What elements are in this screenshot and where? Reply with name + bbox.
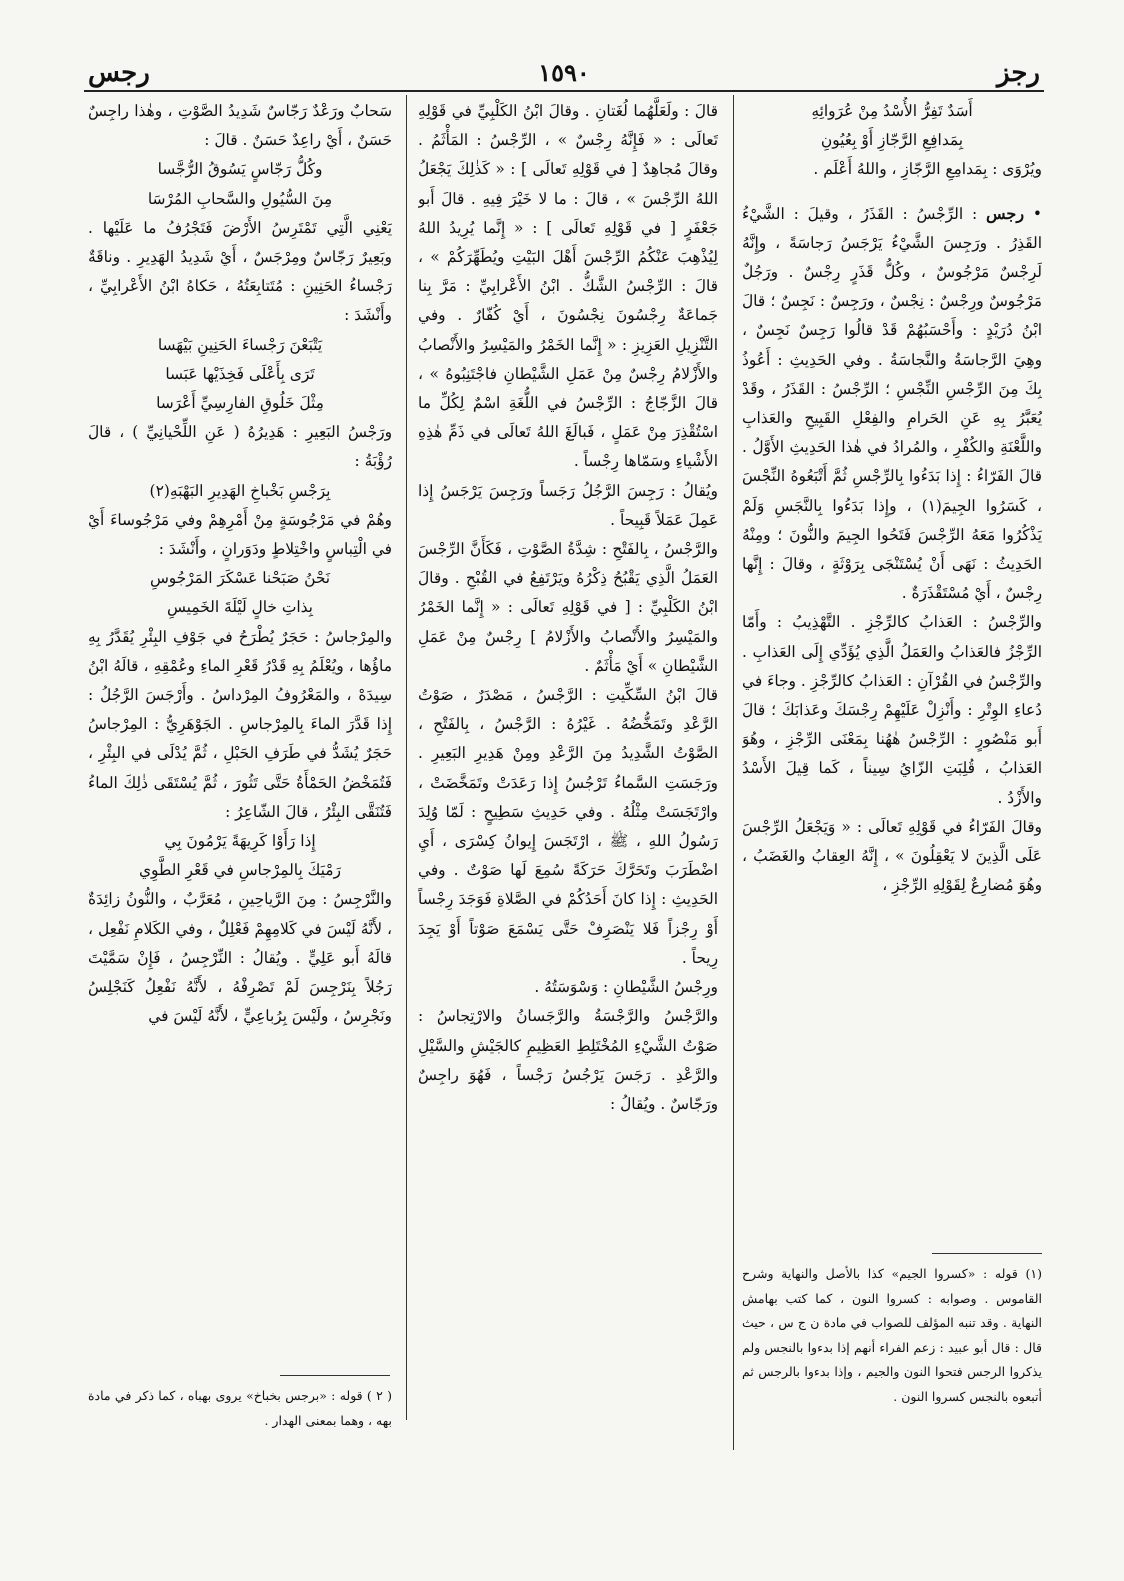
entry-text: : الرِّجْسُ : القَذَرُ ، وقيلَ : الشَّيْءُ القَذِرُ . ورَجِسَ الشَّيْءُ يَرْجَسُ رَجاسَةً ، وإِنَّهُ لَرِجْسٌ مَرْجُوسٌ ، وكُلُّ قَذَرٍ رِجْسٌ . ورَجُلٌ مَرْجُوسٌ ورِجْسٌ : نِجْسٌ ، ورَجِسٌ : نَجِسٌ ؛ قالَ ابْنُ دُرَيْدٍ : وأَحْسَبُهُمْ قَدْ قالُوا رَجِسٌ نَجِسٌ ، وهِيَ الرَّجاسَةُ والنَّجاسَةُ . وفي الحَدِيثِ : أَعُوذُ بِكَ مِنَ الرِّجْسِ النِّجْسِ ؛ الرِّجْسُ : القَذَرُ ، وقَدْ يُعَبَّرُ بِهِ عَنِ الحَرامِ والفِعْلِ القَبِيحِ والعَذابِ واللَّعْنَةِ والكُفْرِ ، والمُرادُ في هٰذا الحَدِيثِ الأَوَّلُ . قالَ الفَرّاءُ : إِذا بَدَءُوا بِالرِّجْسِ ثُمَّ أَتْبَعُوهُ النِّجْسَ ، كَسَرُوا الجِيمَ(١) ، وإِذا بَدَءُوا بِالنَّجَسِ وَلَمْ يَذْكُرُوا مَعَهُ الرِّجْسَ فَتَحُوا الجِيمَ والنُّونَ ؛ ومِنْهُ الحَدِيثُ : نَهَى أَنْ يُسْتَنْجَى بِرَوْثَةٍ ، وقالَ : إِنَّها رِجْسٌ ، أَيْ مُسْتَقْذَرَةٌ .	[742, 204, 1042, 603]
entry-paragraph: • رجس : الرِّجْسُ : القَذَرُ ، وقيلَ : الشَّيْءُ القَذِرُ . ورَجِسَ الشَّيْءُ يَرْجَسُ رَجاسَةً ، وإِنَّهُ لَرِجْسٌ مَرْجُوسٌ ، وكُلُّ قَذَرٍ رِجْسٌ . ورَجُلٌ مَرْجُوسٌ ورِجْسٌ : نِجْسٌ ، ورَجِسٌ : نَجِسٌ ؛ قالَ ابْنُ دُرَيْدٍ : وأَحْسَبُهُمْ قَدْ قالُوا رَجِسٌ نَجِسٌ ، وهِيَ الرَّجاسَةُ والنَّجاسَةُ . وفي الحَدِيثِ : أَعُوذُ بِكَ مِنَ الرِّجْسِ النِّجْسِ ؛ الرِّجْسُ : القَذَرُ ، وقَدْ يُعَبَّرُ بِهِ عَنِ الحَرامِ والفِعْلِ القَبِيحِ والعَذابِ واللَّعْنَةِ والكُفْرِ ، والمُرادُ في هٰذا الحَدِيثِ الأَوَّلُ . قالَ الفَرّاءُ : إِذا بَدَءُوا بِالرِّجْسِ ثُمَّ أَتْبَعُوهُ النِّجْسَ ، كَسَرُوا الجِيمَ(١) ، وإِذا بَدَءُوا بِالنَّجَسِ وَلَمْ يَذْكُرُوا مَعَهُ الرِّجْسَ فَتَحُوا الجِيمَ والنُّونَ ؛ ومِنْهُ الحَدِيثُ : نَهَى أَنْ يُسْتَنْجَى بِرَوْثَةٍ ، وقالَ : إِنَّها رِجْسٌ ، أَيْ مُسْتَقْذَرَةٌ .	[742, 203, 1042, 603]
footnote-rule	[280, 1375, 390, 1376]
column-divider-left	[406, 95, 407, 1420]
paragraph: قالَ : ولَعَلَّهُما لُغَتانِ . وقالَ ابْنُ الكَلْبِيِّ في قَوْلِهِ تَعالَى : « فَإِنَّهُ رِجْسٌ » ، الرِّجْسُ : المَأْثَمُ . وقالَ مُجاهِدٌ [ في قَوْلِهِ تَعالَى ] : « كَذٰلِكَ يَجْعَلُ اللهُ الرِّجْسَ » ، قالَ : ما لا خَيْرَ فِيهِ . قالَ أَبو جَعْفَرٍ [ في قَوْلِهِ تَعالَى ] : « إِنَّما يُرِيدُ اللهُ لِيُذْهِبَ عَنْكُمُ الرِّجْسَ أَهْلَ البَيْتِ ويُطَهِّرَكُمْ » ، قالَ : الرِّجْسُ الشَّكُّ . ابْنُ الأَعْرابِيِّ : مَرَّ بِنا جَماعَةٌ رِجْسُونَ نِجْسُونَ ، أَيْ كُفّارٌ . وفي التَّنْزِيلِ العَزِيزِ : « إِنَّما الخَمْرُ والمَيْسِرُ والأَنْصابُ والأَزْلامُ رِجْسٌ مِنْ عَمَلِ الشَّيْطانِ فاجْتَنِبُوهُ » ، قالَ الزَّجّاجُ : الرِّجْسُ في اللُّغَةِ اسْمٌ لِكُلِّ ما اسْتُقْذِرَ مِنْ عَمَلٍ ، فَبالَغَ اللهُ تَعالَى في ذَمِّ هٰذِهِ الأَشْياءِ وسَمّاها رِجْساً .	[418, 102, 718, 471]
left-column	[88, 97, 392, 1457]
verse-line: تَرَى بِأَعْلَى فَخِذَيْها عَبَسا	[165, 364, 315, 383]
paragraph: وهُمْ في مَرْجُوسَةٍ مِنْ أَمْرِهِمْ وفي مَرْجُوساءَ أَيْ في الْتِباسٍ واخْتِلاطٍ ودَوَرانٍ ، وأَنْشَدَ :	[88, 510, 392, 559]
paragraph: والمِرْجاسُ : حَجَرٌ يُطْرَحُ في جَوْفِ البِئْرِ يُقَدَّرُ بِهِ ماؤُها ، ويُعْلَمُ بِهِ قَدْرُ قَعْرِ الماءِ وعُمْقِهِ ، قالَهُ ابْنُ سِيدَهْ ، والمَعْرُوفُ المِرْداسُ . وأَرْجَسَ الرَّجُلُ : إِذا قَدَّرَ الماءَ بِالمِرْجاسِ . الجَوْهَرِيُّ : المِرْجاسُ حَجَرٌ يُشَدُّ في طَرَفِ الحَبْلِ ، ثُمَّ يُدْلَى في البِئْرِ ، فَتُمَخْضُ الحَمْأَةُ حَتَّى تَثُورَ ، ثُمَّ يُسْتَقَى ذٰلِكَ الماءُ فَتُنَقَّى البِئْرُ ، قالَ الشّاعِرُ :	[88, 627, 392, 821]
page-number: ١٥٩٠	[538, 58, 590, 87]
paragraph: والرَّجْسُ ، بِالفَتْحِ : شِدَّةُ الصَّوْتِ ، فَكَأَنَّ الرِّجْسَ العَمَلُ الَّذِي يَقْبُحُ ذِكْرُهُ ويَرْتَفِعُ في القُبْحِ . وقالَ ابْنُ الكَلْبِيِّ : [ في قَوْلِهِ تَعالَى : « إِنَّما الخَمْرُ والمَيْسِرُ والأَنْصابُ والأَزْلامُ ] رِجْسٌ مِنْ عَمَلِ الشَّيْطانِ » أَيْ مَأْثَمٌ .	[418, 540, 718, 675]
left-running-headword: رجس	[88, 58, 150, 88]
column-divider-right	[733, 95, 734, 1450]
verse-line: بِرَجْسِ بَخْباخِ الهَدِيرِ البَهْبَهِ(٢)	[149, 481, 331, 500]
paragraph: وقالَ الفَرّاءُ في قَوْلِهِ تَعالَى : « وَيَجْعَلُ الرِّجْسَ عَلَى الَّذِينَ لا يَعْقِلُونَ » ، إِنَّهُ العِقابُ والغَضَبُ ، وهُوَ مُضارِعٌ لِقَوْلِهِ الرِّجْزِ ،	[742, 817, 1042, 895]
paragraph: والرَّجْسُ والرَّجْسَةُ والرَّجَسانُ والارْتِجاسُ : صَوْتُ الشَّيْءِ المُخْتَلِطِ العَظِيمِ كالجَيْشِ والسَّيْلِ والرَّعْدِ . رَجَسَ يَرْجُسُ رَجْساً ، فَهُوَ راجِسٌ ورَجّاسٌ . ويُقالُ :	[418, 1007, 718, 1113]
footnote-2: ( ٢ ) قوله : «برجس بخباخ» يروى بهباه ، كما ذكر في مادة بهه ، وهما بمعنى الهدار .	[88, 1388, 392, 1428]
verse-line: بِمَدافِعِ الرَّجّازِ أَوْ بِعُيُونِ	[820, 131, 964, 150]
footnote-rule	[932, 1253, 1042, 1254]
paragraph: ورَجْسُ البَعِيرِ : هَدِيرُهُ ( عَنِ اللِّحْيانِيِّ ) ، قالَ رُؤْبَةُ :	[88, 423, 392, 471]
header-rule	[84, 90, 1044, 92]
middle-column	[418, 97, 718, 1457]
paragraph: سَحابٌ ورَعْدٌ رَجّاسٌ شَدِيدُ الصَّوْتِ ، وهٰذا راجِسٌ حَسَنٌ ، أَيْ راعِدٌ حَسَنٌ . قالَ :	[88, 102, 392, 150]
paragraph: والرِّجْسُ : العَذابُ كالرِّجْزِ . التَّهْذِيبُ : وأَمّا الرِّجْزُ فالعَذابُ والعَمَلُ الَّذِي يُؤَدِّي إِلَى العَذابِ . والرِّجْسُ في القُرْآنِ : العَذابُ كالرِّجْزِ . وجاءَ في دُعاءِ الوِتْرِ : وأَنْزِلْ عَلَيْهِمْ رِجْسَكَ وعَذابَكَ ؛ قالَ أَبو مَنْصُورٍ : الرِّجْسُ هٰهُنا بِمَعْنَى الرِّجْزِ ، وهُوَ العَذابُ ، قُلِبَتِ الزّايُ سِيناً ، كَما قِيلَ الأَسْدُ والأَزْدُ .	[742, 613, 1042, 807]
entry-headword: رجس	[986, 203, 1025, 223]
paragraph: يَعْنِي الَّتِي تَمْتَرِسُ الأَرْضَ فَتَجْرُفُ ما عَلَيْها . وبَعِيرٌ رَجّاسٌ ومِرْجَسٌ ، أَيْ شَدِيدُ الهَدِيرِ . وناقَةٌ رَجْساءُ الحَنِينِ : مُتَتابِعَتُهُ ، حَكاهُ ابْنُ الأَعْرابِيِّ ، وأَنْشَدَ :	[88, 218, 392, 325]
verse-line: مِنَ السُّيُولِ والسَّحابِ المُرْسَا	[147, 189, 333, 208]
paragraph: قالَ ابْنُ السِّكِّيتِ : الرَّجْسُ ، مَصْدَرٌ ، صَوْتُ الرَّعْدِ وتَمَخُّضُهُ . غَيْرُهُ : الرَّجْسُ ، بِالفَتْحِ ، الصَّوْتُ الشَّدِيدُ مِنَ الرَّعْدِ ومِنْ هَدِيرِ البَعِيرِ . ورَجَسَتِ السَّماءُ تَرْجُسُ إِذا رَعَدَتْ وتَمَخَّضَتْ ، وارْتَجَسَتْ مِثْلُهُ . وفي حَدِيثِ سَطِيحٍ : لَمّا وُلِدَ رَسُولُ اللهِ ، ﷺ ، ارْتَجَسَ إِيوانُ كِسْرَى ، أَيِ اضْطَرَبَ وتَحَرَّكَ حَرَكَةً سُمِعَ لَها صَوْتٌ . وفي الحَدِيثِ : إِذا كانَ أَحَدُكُمْ في الصَّلاةِ فَوَجَدَ رِجْساً أَوْ رِجْزاً فَلا يَنْصَرِفْ حَتَّى يَسْمَعَ صَوْتاً أَوْ يَجِدَ رِيحاً .	[418, 686, 718, 967]
verse-line: أَسَدٌ تَفِرُّ الأُسْدُ مِنْ عُرَوائِهِ	[811, 102, 973, 120]
verse-line: يَتْبَعْنَ رَجْساءَ الحَنِينِ بَيْهَسا	[157, 335, 323, 354]
footnote-1: (١) قوله : «كسروا الجيم» كذا بالأصل والنهاية وشرح القاموس . وصوابه : كسروا النون ، كما كتب بهامش النهاية . وقد تنبه المؤلف للصواب في مادة ن ج س ، حيث قال : قال أبو عبيد : زعم الفراء أنهم إذا بدءوا بالنجس ولم يذكروا الرجس فتحوا النون والجيم ، وإذا بدءوا بالرجس ثم أتبعوه بالنجس كسروا النون .	[742, 1266, 1042, 1404]
variant-reading: ويُرْوَى : بِمَدامِعِ الرَّجّازِ ، واللهُ أَعْلَم .	[813, 160, 1042, 179]
paragraph: ورِجْسُ الشَّيْطانِ : وَسْوَسَتُهُ .	[534, 978, 718, 997]
verse-line: بِذاتِ خالٍ لَيْلَةَ الخَمِيسِ	[167, 598, 313, 617]
verse-line: وكُلُّ رَجّاسٍ يَسُوقُ الرُّجَّسا	[157, 160, 323, 179]
verse-line: مِثْلَ خَلُوقِ الفارِسِيِّ أَعْرَسا	[156, 394, 324, 413]
verse-line: إِذا رَأَوْا كَرِيهَةً يَرْمُونَ بِي	[164, 832, 316, 851]
verse-line: رَمْيَكَ بِالمِرْجاسِ في قَعْرِ الطَّوِي	[139, 861, 341, 880]
paragraph: ويُقالُ : رَجِسَ الرَّجُلُ رَجَساً ورَجِسَ يَرْجَسُ إِذا عَمِلَ عَمَلاً قَبِيحاً .	[418, 481, 718, 529]
page-header	[88, 55, 1040, 95]
paragraph: والنَّرْجِسُ : مِنَ الرَّياحِينِ ، مُعَرَّبٌ ، والنُّونُ زائِدَةٌ ، لأَنَّهُ لَيْسَ في كَلامِهِمْ فَعْلِلٌ ، وفي الكَلامِ نَفْعِل ، قالَهُ أَبو عَلِيٍّ . ويُقالُ : النِّرْجِسُ ، فَإِنْ سَمَّيْتَ رَجُلاً بِنَرْجِسَ لَمْ تَصْرِفْهُ ، لأَنَّهُ نَفْعِلُ كَنَجْلِسُ ونَجْرِسُ ، ولَيْسَ بِرُباعِيٍّ ، لأَنَّهُ لَيْسَ في	[88, 890, 392, 1026]
right-running-headword: رجز	[997, 58, 1040, 88]
verse-line: نَحْنُ صَبَحْنا عَسْكَرَ المَرْجُوسِ	[149, 569, 331, 588]
